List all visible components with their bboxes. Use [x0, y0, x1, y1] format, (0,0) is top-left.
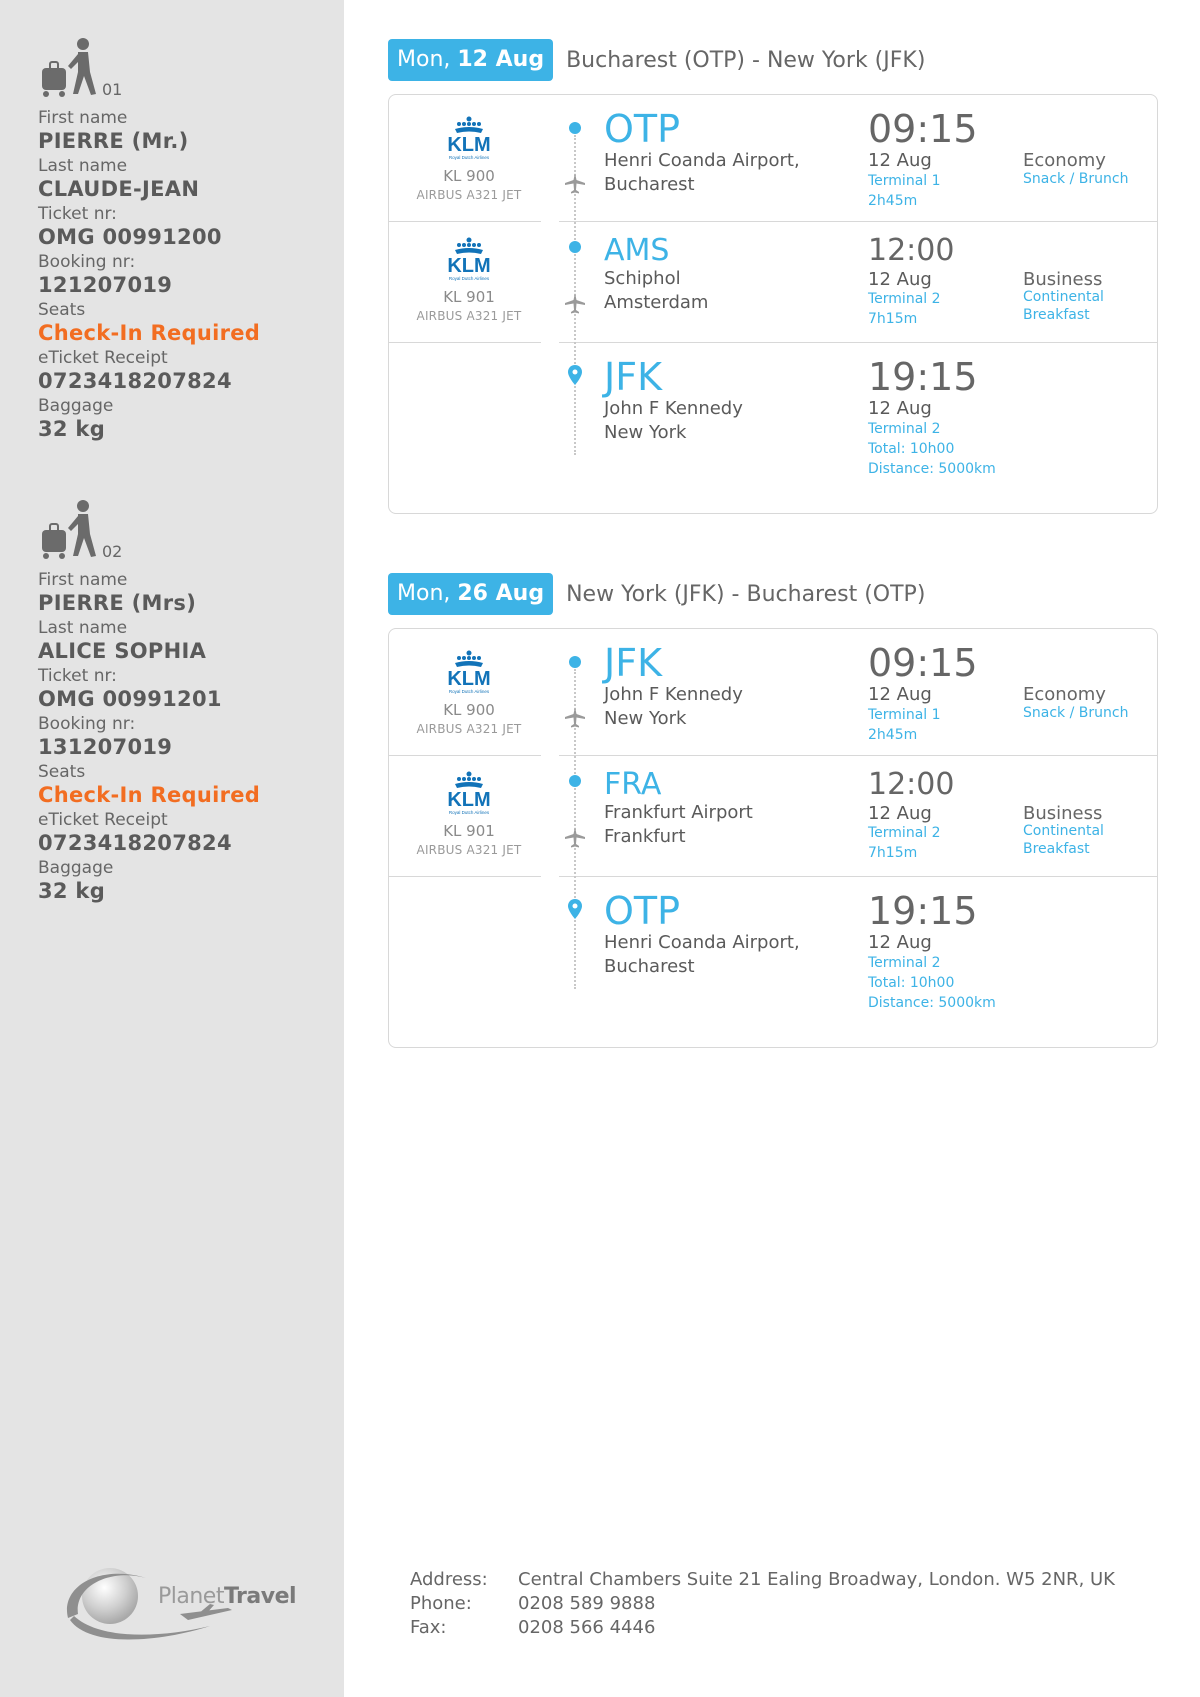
airport-city: New York — [604, 708, 687, 729]
field-label: Baggage — [38, 396, 114, 416]
klm-logo — [437, 770, 501, 818]
flight-info — [389, 649, 549, 736]
itinerary-card — [388, 94, 1158, 514]
svg-text:Royal Dutch Airlines: Royal Dutch Airlines — [448, 689, 490, 694]
duration-info: 7h15m — [868, 311, 918, 327]
total-distance: Distance: 5000km — [868, 461, 996, 477]
booking-number-value: 131207019 — [38, 735, 173, 759]
trip-route-title: Bucharest (OTP) - New York (JFK) — [566, 47, 926, 73]
divider — [559, 755, 1157, 756]
ticket-number-value: OMG 00991201 — [38, 687, 222, 711]
eticket-receipt-value: 0723418207824 — [38, 831, 232, 855]
svg-text:KLM: KLM — [447, 668, 491, 690]
flight-info — [389, 115, 549, 202]
terminal-info: Terminal 2 — [868, 955, 941, 971]
cabin-class: Business — [1023, 803, 1103, 824]
stop-date: 12 Aug — [868, 803, 932, 824]
meal-info: Breakfast — [1023, 307, 1090, 323]
first-name-value: PIERRE (Mr.) — [38, 129, 189, 153]
divider — [559, 876, 1157, 877]
passenger-card — [38, 498, 328, 906]
baggage-value: 32 kg — [38, 417, 106, 441]
stop-dot — [569, 241, 581, 253]
trip-date-badge: Mon, 26 Aug — [388, 573, 553, 615]
flight-info — [389, 770, 549, 857]
duration-info: 2h45m — [868, 727, 918, 743]
duration-info: 7h15m — [868, 845, 918, 861]
departure-time: 09:15 — [868, 107, 978, 151]
field-label: Last name — [38, 156, 128, 176]
aircraft-type: AIRBUS A321 JET — [416, 309, 522, 323]
last-name-value: ALICE SOPHIA — [38, 639, 207, 663]
passenger-sidebar — [0, 0, 344, 1697]
airport-code: JFK — [604, 641, 662, 685]
terminal-info: Terminal 1 — [868, 173, 941, 189]
trip-date-badge: Mon, 12 Aug — [388, 39, 553, 81]
phone-label: Phone: — [410, 1593, 472, 1614]
fax-label: Fax: — [410, 1617, 447, 1638]
klm-logo — [437, 115, 501, 163]
passenger-number: 01 — [102, 80, 123, 99]
first-name-value: PIERRE (Mrs) — [38, 591, 197, 615]
location-pin-icon — [568, 899, 582, 919]
airplane-icon — [563, 291, 587, 315]
airport-name: Schiphol — [604, 268, 681, 289]
divider — [389, 876, 541, 877]
airport-name: John F Kennedy — [604, 684, 743, 705]
route-timeline — [565, 629, 585, 1049]
field-label: Seats — [38, 762, 86, 782]
total-duration: Total: 10h00 — [868, 975, 955, 991]
airport-name: Frankfurt Airport — [604, 802, 753, 823]
cabin-class: Economy — [1023, 684, 1106, 705]
airplane-icon — [563, 705, 587, 729]
airplane-icon — [563, 171, 587, 195]
total-distance: Distance: 5000km — [868, 995, 996, 1011]
airport-code: JFK — [604, 355, 662, 399]
svg-text:KLM: KLM — [447, 255, 491, 277]
itinerary-card — [388, 628, 1158, 1048]
airport-code: OTP — [604, 107, 681, 151]
field-label: Booking nr: — [38, 714, 136, 734]
logo-wordmark: PlanetTravel — [158, 1584, 297, 1609]
stop-date: 12 Aug — [868, 269, 932, 290]
field-label: Booking nr: — [38, 252, 136, 272]
field-label: Baggage — [38, 858, 114, 878]
traveler-with-luggage-icon — [38, 498, 328, 570]
trip-header — [388, 38, 1158, 82]
phone-value[interactable]: 0208 589 9888 — [518, 1593, 656, 1614]
trip-outbound — [388, 38, 1158, 477]
stop-date: 12 Aug — [868, 684, 932, 705]
meal-info: Breakfast — [1023, 841, 1090, 857]
field-label: First name — [38, 108, 128, 128]
airport-city: Bucharest — [604, 174, 695, 195]
svg-text:Royal Dutch Airlines: Royal Dutch Airlines — [448, 276, 490, 281]
airport-city: New York — [604, 422, 687, 443]
airport-name: Henri Coanda Airport, — [604, 150, 800, 171]
field-label: eTicket Receipt — [38, 348, 168, 368]
traveler-with-luggage-icon — [38, 36, 328, 108]
total-duration: Total: 10h00 — [868, 441, 955, 457]
field-label: Ticket nr: — [38, 666, 117, 686]
eticket-receipt-value: 0723418207824 — [38, 369, 232, 393]
terminal-info: Terminal 1 — [868, 707, 941, 723]
stop-dot — [569, 656, 581, 668]
divider — [559, 342, 1157, 343]
airport-name: John F Kennedy — [604, 398, 743, 419]
meal-info: Snack / Brunch — [1023, 705, 1129, 721]
stop-date: 12 Aug — [868, 932, 932, 953]
last-name-value: CLAUDE-JEAN — [38, 177, 200, 201]
meal-info: Snack / Brunch — [1023, 171, 1129, 187]
company-contact — [410, 1568, 1115, 1640]
terminal-info: Terminal 2 — [868, 291, 941, 307]
booking-number-value: 121207019 — [38, 273, 173, 297]
airplane-icon — [563, 825, 587, 849]
airport-code: FRA — [604, 767, 662, 802]
field-label: Seats — [38, 300, 86, 320]
seats-status-value: Check-In Required — [38, 783, 261, 807]
baggage-value: 32 kg — [38, 879, 106, 903]
stop-date: 12 Aug — [868, 150, 932, 171]
location-pin-icon — [568, 365, 582, 385]
svg-text:KLM: KLM — [447, 134, 491, 156]
aircraft-type: AIRBUS A321 JET — [416, 722, 522, 736]
airport-city: Bucharest — [604, 956, 695, 977]
meal-info: Continental — [1023, 823, 1104, 839]
passenger-card — [38, 36, 328, 444]
svg-text:KLM: KLM — [447, 789, 491, 811]
flight-number: KL 900 — [443, 167, 495, 185]
flight-number: KL 900 — [443, 701, 495, 719]
klm-logo — [437, 236, 501, 284]
seats-status-value: Check-In Required — [38, 321, 261, 345]
departure-time: 09:15 — [868, 641, 978, 685]
flight-number: KL 901 — [443, 288, 495, 306]
airport-code: OTP — [604, 889, 681, 933]
airport-city: Amsterdam — [604, 292, 709, 313]
stop-dot — [569, 775, 581, 787]
ticket-number-value: OMG 00991200 — [38, 225, 222, 249]
divider — [559, 221, 1157, 222]
departure-time: 12:00 — [868, 767, 955, 802]
aircraft-type: AIRBUS A321 JET — [416, 188, 522, 202]
fax-value: 0208 566 4446 — [518, 1617, 656, 1638]
field-label: First name — [38, 570, 128, 590]
route-timeline — [565, 95, 585, 515]
meal-info: Continental — [1023, 289, 1104, 305]
trip-return — [388, 572, 1158, 1011]
airport-name: Henri Coanda Airport, — [604, 932, 800, 953]
address-value: Central Chambers Suite 21 Ealing Broadway, London. W5 2NR, UK — [518, 1569, 1115, 1590]
trip-route-title: New York (JFK) - Bucharest (OTP) — [566, 581, 926, 607]
divider — [389, 342, 541, 343]
airport-code: AMS — [604, 233, 670, 268]
aircraft-type: AIRBUS A321 JET — [416, 843, 522, 857]
departure-time: 12:00 — [868, 233, 955, 268]
arrival-time: 19:15 — [868, 355, 978, 399]
field-label: Ticket nr: — [38, 204, 117, 224]
terminal-info: Terminal 2 — [868, 421, 941, 437]
field-label: eTicket Receipt — [38, 810, 168, 830]
trip-header — [388, 572, 1158, 616]
klm-logo — [437, 649, 501, 697]
field-label: Last name — [38, 618, 128, 638]
planet-travel-logo — [60, 1556, 300, 1656]
divider — [389, 221, 541, 222]
flight-number: KL 901 — [443, 822, 495, 840]
stop-dot — [569, 122, 581, 134]
terminal-info: Terminal 2 — [868, 825, 941, 841]
address-label: Address: — [410, 1569, 488, 1590]
flight-info — [389, 236, 549, 323]
airport-city: Frankfurt — [604, 826, 686, 847]
duration-info: 2h45m — [868, 193, 918, 209]
svg-text:Royal Dutch Airlines: Royal Dutch Airlines — [448, 155, 490, 160]
stop-date: 12 Aug — [868, 398, 932, 419]
passenger-number: 02 — [102, 542, 123, 561]
cabin-class: Economy — [1023, 150, 1106, 171]
divider — [389, 755, 541, 756]
arrival-time: 19:15 — [868, 889, 978, 933]
cabin-class: Business — [1023, 269, 1103, 290]
svg-text:Royal Dutch Airlines: Royal Dutch Airlines — [448, 810, 490, 815]
